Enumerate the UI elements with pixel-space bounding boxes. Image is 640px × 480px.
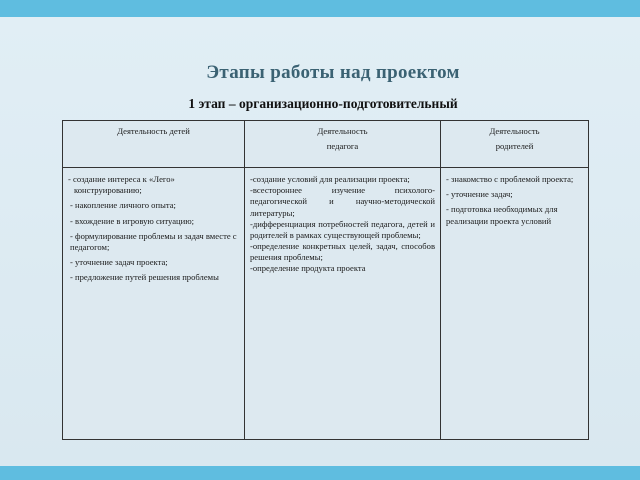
list-item: -определение конкретных целей, задач, способов решения проблемы; — [250, 241, 435, 263]
list-item: - предложение путей решения проблемы — [70, 272, 219, 283]
bottom-accent-bar — [0, 466, 640, 480]
list-item: -определение продукта проекта — [250, 263, 366, 274]
list-item: - подготовка необходимых для реализации проекта условий — [446, 204, 558, 226]
teacher-activity-cell — [245, 168, 441, 440]
slide-subtitle: 1 этап – организационно-подготовительный — [188, 96, 458, 111]
stage-activities-table — [62, 120, 589, 440]
header-parents-activity — [441, 121, 589, 168]
top-accent-bar — [0, 0, 640, 17]
list-item: -создание условий для реализации проекта; — [250, 174, 410, 184]
header-teacher-activity — [245, 121, 441, 168]
table-header-row — [63, 121, 589, 168]
list-item: - создание интереса к «Лего» конструированию; — [68, 174, 175, 196]
header-line: родителей — [495, 141, 534, 152]
slide-title: Этапы работы над проектом — [206, 62, 460, 83]
list-item: -дифференциация потребностей педагога, детей и родителей в рамках существующей проблемы; — [250, 218, 435, 240]
list-item: - уточнение задач проекта; — [70, 257, 168, 268]
header-line: Деятельность — [317, 126, 368, 136]
parents-activity-cell — [441, 168, 589, 440]
list-item: - уточнение задач; — [446, 189, 513, 200]
table-row — [63, 168, 589, 440]
list-item: -всестороннее изучение психолого-педагогической и научно-методической литературы; — [250, 185, 435, 218]
list-item: - вхождение в игровую ситуацию; — [70, 215, 195, 226]
list-item: - знакомство с проблемой проекта; — [446, 174, 574, 184]
list-item: - формулирование проблемы и задач вместе с педагогом; — [70, 230, 237, 252]
header-line: Деятельность — [489, 126, 540, 136]
header-line: педагога — [326, 141, 359, 152]
children-activity-cell — [63, 168, 245, 440]
list-item: - накопление личного опыта; — [70, 200, 176, 211]
header-children-activity — [63, 121, 245, 168]
header-line: Деятельность детей — [117, 126, 190, 136]
